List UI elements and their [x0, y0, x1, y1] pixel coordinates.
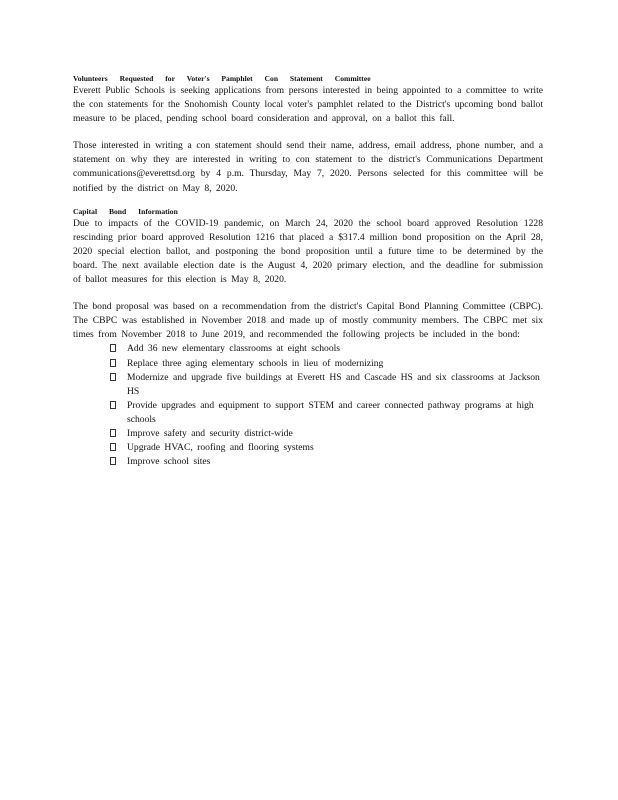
- list-item: [110, 342, 543, 356]
- list-item-text: Improve school sites: [127, 456, 211, 468]
- bullet-icon: [110, 429, 116, 437]
- list-item: [110, 441, 543, 455]
- list-item-text: Upgrade HVAC, roofing and flooring systems: [127, 442, 314, 454]
- list-item: [110, 427, 543, 441]
- list-item-text: Modernize and upgrade five buildings at Everett HS and Cascade HS and six classrooms at Jackson HS: [127, 371, 540, 397]
- list-item: [110, 399, 543, 427]
- volunteers-heading: Volunteers Requested for Voter's Pamphlet Con Statement Committee: [73, 74, 371, 83]
- bullet-icon: [110, 457, 116, 465]
- covid-postponement-paragraph: Due to impacts of the COVID-19 pandemic, on March 24, 2020 the school board approved Resolution 1228 rescinding prior board approved Resolution 1216 that placed a $317.4 million bond proposition on the April 28, 2020 special election ballot, and postponing the bond proposition until a future time to be determined by the board. The next available election date is the August 4, 2020 primary election, and the deadline for submission of ballot measures for this election is May 8, 2020.: [73, 217, 543, 286]
- bond-projects-list: [73, 342, 543, 469]
- bullet-icon: [110, 401, 116, 409]
- list-item-text: Provide upgrades and equipment to support STEM and career connected pathway programs at high schools: [127, 399, 534, 425]
- bullet-icon: [110, 373, 116, 381]
- list-item-text: Add 36 new elementary classrooms at eight schools: [127, 343, 341, 355]
- document-body: [73, 74, 543, 469]
- list-item-text: Replace three aging elementary schools in lieu of modernizing: [127, 357, 384, 369]
- list-item: [110, 455, 543, 469]
- con-statement-instructions-paragraph: Those interested in writing a con statement should send their name, address, email address, phone number, and a statement on why they are interested in writing to con statement to the district's Communications Department communications@everettsd.org by 4 p.m. Thursday, May 7, 2020. Persons selected for this committee will be notified by the district on May 8, 2020.: [73, 140, 543, 194]
- bullet-icon: [110, 359, 116, 367]
- bond-proposal-paragraph: The bond proposal was based on a recommendation from the district's Capital Bond Planning Committee (CBPC). The CBPC was established in November 2018 and made up of mostly community members. The CBPC met six times from November 2018 to June 2019, and recommended the following projects be included in the bond:: [73, 301, 543, 341]
- bullet-icon: [110, 443, 116, 451]
- volunteers-intro-paragraph: Everett Public Schools is seeking applications from persons interested in being appointed to a committee to write the con statements for the Snohomish County local voter's pamphlet related to the District's upcoming bond ballot measure to be placed, pending school board consideration and approval, on a ballot this fall.: [73, 85, 543, 125]
- list-item-text: Improve safety and security district-wide: [127, 427, 293, 439]
- list-item: [110, 371, 543, 399]
- bullet-icon: [110, 344, 116, 352]
- list-item: [110, 357, 543, 371]
- capital-bond-heading: Capital Bond Information: [73, 206, 178, 216]
